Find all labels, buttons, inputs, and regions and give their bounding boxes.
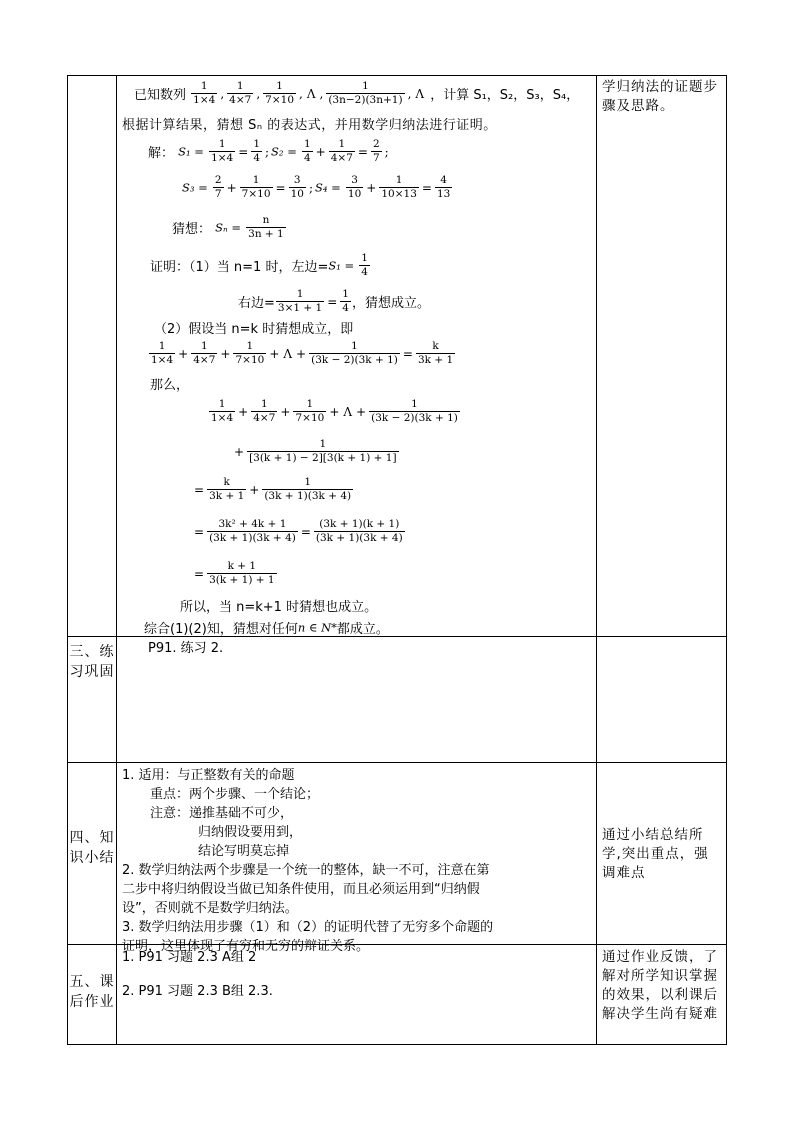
problem-compute: ，计算 S₁，S₂，S₃，S₄，	[430, 88, 580, 103]
sum-line-3: = $\frac{k}{3k + 1}$ + $\frac{1}{(3k + 1)(3k + 4)}$	[194, 476, 352, 502]
hypothesis-line: $\frac{1}{1\times 4}$ + $\frac{1}{4\times 7}$ + $\frac{1}{7\times 10}$ + Λ + $\frac{1}{(3k - 2)(3k + 1)}$ = $\frac{k}{3k + 1}$	[151, 340, 454, 366]
s3-s4-line: S₃ = $\frac{2}{7}$ + $\frac{1}{7\times 10}$ = $\frac{3}{10}$ ; S₄ = $\frac{3}{10}$ + $\frac{1}{10\times 13}$ = $\frac{4}{13}$	[182, 174, 451, 200]
summary-line-3: 注意：递推基础不可少，	[150, 806, 294, 821]
proof-right-line: 右边= $\frac{1}{3\times 1 + 1}$ = $\frac{1}{4}$ ，猜想成立。	[238, 288, 430, 314]
column-divider-right	[596, 76, 597, 1044]
homework-right-note: 通过作业反馈，了解对所学知识掌握的效果，以利课后解决学生尚有疑难	[602, 949, 718, 1022]
homework-line-2: 2. P91 习题 2.3 B组 2.3.	[122, 984, 273, 999]
seq-term-3: $\frac{1}{7\times 10}$	[265, 80, 294, 106]
proof-base-line: 证明：（1）当 n=1 时，左边=S₁ = $\frac{1}{4}$	[150, 252, 368, 278]
summary-line-4: 归纳假设要用到，	[198, 825, 303, 840]
summary-line-8: 设”，否则就不是数学归纳法。	[122, 901, 298, 916]
column-divider-left	[116, 76, 117, 1044]
seq-term-2: $\frac{1}{4\times 7}$	[229, 80, 252, 106]
summary-line-6: 2. 数学归纳法两个步骤是一个统一的整体，缺一不可，注意在第	[122, 863, 490, 878]
sum-line-5: = $\frac{k + 1}{3(k + 1) + 1}$	[194, 560, 275, 586]
sum-line-2: + $\frac{1}{[3(k + 1) - 2][3(k + 1) + 1]}$	[234, 438, 397, 464]
section-practice-line-1: P91. 练习 2.	[148, 641, 224, 656]
homework-line-1: 1. P91 习题 2.3 A组 2	[122, 950, 257, 965]
problem-intro: 已知数列	[134, 88, 187, 103]
final-line: 综合(1)(2)知，猜想对任何n ∈ N*都成立。	[144, 620, 389, 637]
problem-line-2: 根据计算结果，猜想 Sₙ 的表达式，并用数学归纳法进行证明。	[122, 118, 497, 133]
summary-line-1: 1. 适用：与正整数有关的命题	[122, 768, 295, 783]
seq-term-1: $\frac{1}{1\times 4}$	[193, 80, 216, 106]
right-note-top: 学归纳法的证题步骤及思路。	[602, 79, 718, 114]
guess-line: 猜想： Sₙ = $\frac{n}{3n + 1}$	[172, 214, 284, 240]
then-label: 那么，	[150, 378, 190, 393]
summary-right-note: 通过小结总结所学,突出重点，强调难点	[602, 827, 709, 881]
summary-line-2: 重点：两个步骤、一个结论；	[150, 787, 320, 802]
row-divider-2	[68, 762, 726, 763]
section-homework-label: 五、课后作业	[69, 974, 115, 1010]
summary-line-10: 证明，这里体现了有穷和无穷的辩证关系。	[122, 939, 370, 954]
lesson-table	[67, 75, 727, 1045]
proof-step2: （2）假设当 n=k 时猜想成立，即	[154, 322, 354, 337]
summary-line-5: 结论写明莫忘掉	[198, 844, 290, 859]
section-summary-label: 四、知识小结	[69, 830, 115, 866]
sum-line-1: $\frac{1}{1\times 4}$ + $\frac{1}{4\times 7}$ + $\frac{1}{7\times 10}$ + Λ + $\frac{1}{(3k - 2)(3k + 1)}$	[211, 398, 458, 424]
summary-line-7: 二步中将归纳假设当做已知条件使用，而且必须运用到“归纳假	[122, 882, 480, 897]
s1-s2-line: 解： S₁ = $\frac{1}{1\times 4}$ = $\frac{1}{4}$ ; S₂ = $\frac{1}{4}$ + $\frac{1}{4\times 7}$ = $\frac{2}{7}$ ;	[148, 138, 389, 164]
sum-line-4: = $\frac{\text{3k² + 4k + 1}}{(3k + 1)(3k + 4)}$ = $\frac{(3k + 1)(k + 1)}{(3k + 1)(3k + 4)}$	[194, 518, 403, 544]
seq-term-n: $\frac{1}{(3n-2)(3n+1)}$	[328, 80, 403, 106]
conclusion-line: 所以，当 n=k+1 时猜想也成立。	[180, 600, 378, 615]
summary-line-9: 3. 数学归纳法用步骤（1）和（2）的证明代替了无穷多个命题的	[122, 920, 494, 935]
section-practice-label: 三、练习巩固	[69, 644, 115, 680]
problem-line-1: 已知数列 $\frac{1}{1\times 4}$ , $\frac{1}{4\times 7}$ , $\frac{1}{7\times 10}$ , Λ , $\frac{1}{(3n-2)(3n+1)}$ , Λ ，计算 S₁，S₂，S₃，S₄，	[134, 80, 580, 106]
